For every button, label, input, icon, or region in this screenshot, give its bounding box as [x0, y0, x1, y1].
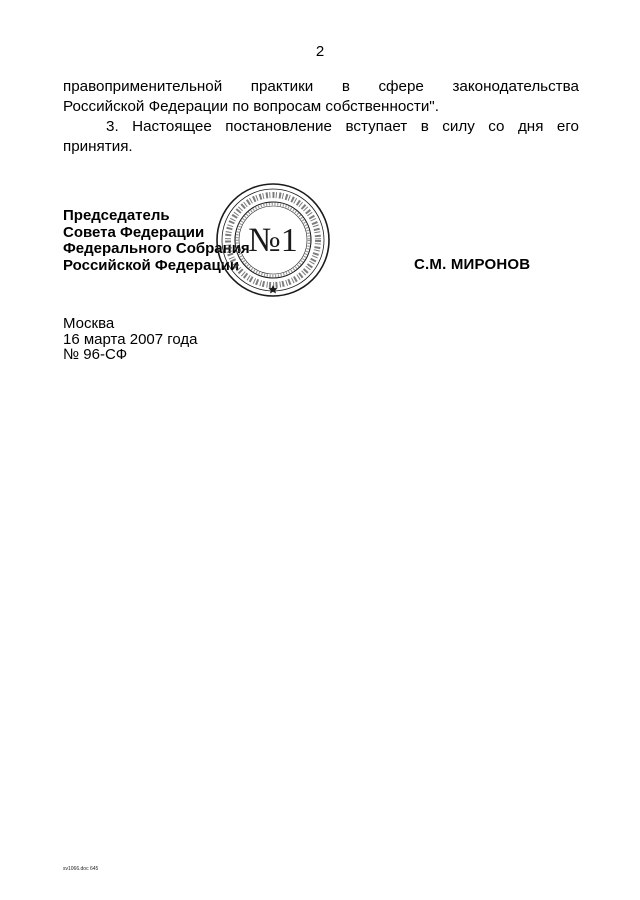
paragraph-continuation: [63, 77, 579, 117]
city: Москва: [63, 315, 115, 332]
seal-number-label: №1: [248, 222, 298, 259]
document-number: № 96-СФ: [63, 346, 128, 363]
official-seal-stamp: [214, 181, 332, 299]
signatory-title-line: Совета Федерации: [63, 223, 205, 241]
document-date: 16 марта 2007 года: [63, 330, 198, 348]
paragraph-item-3: [63, 117, 579, 157]
signatory-title-line: Председатель: [63, 207, 170, 224]
paragraph-line: 3. Настоящее постановление вступает в силу со дня его: [106, 118, 579, 135]
paragraph-line: Российской Федерации по вопросам собственности".: [63, 98, 439, 115]
paragraph-line: принятия.: [63, 138, 133, 155]
signatory-title-line: Российской Федерации: [63, 256, 240, 274]
signatory-name: С.М. МИРОНОВ: [414, 256, 531, 273]
seal-graphic: [214, 181, 332, 299]
paragraph-line: правоприменительной практики в сфере законодательства: [63, 78, 579, 95]
place-and-date-block: [63, 316, 198, 363]
footer-file-code: sv1066.doc 645: [63, 866, 99, 872]
page-number: 2: [315, 43, 325, 60]
signatory-title-line: Федерального Собрания: [63, 240, 250, 257]
